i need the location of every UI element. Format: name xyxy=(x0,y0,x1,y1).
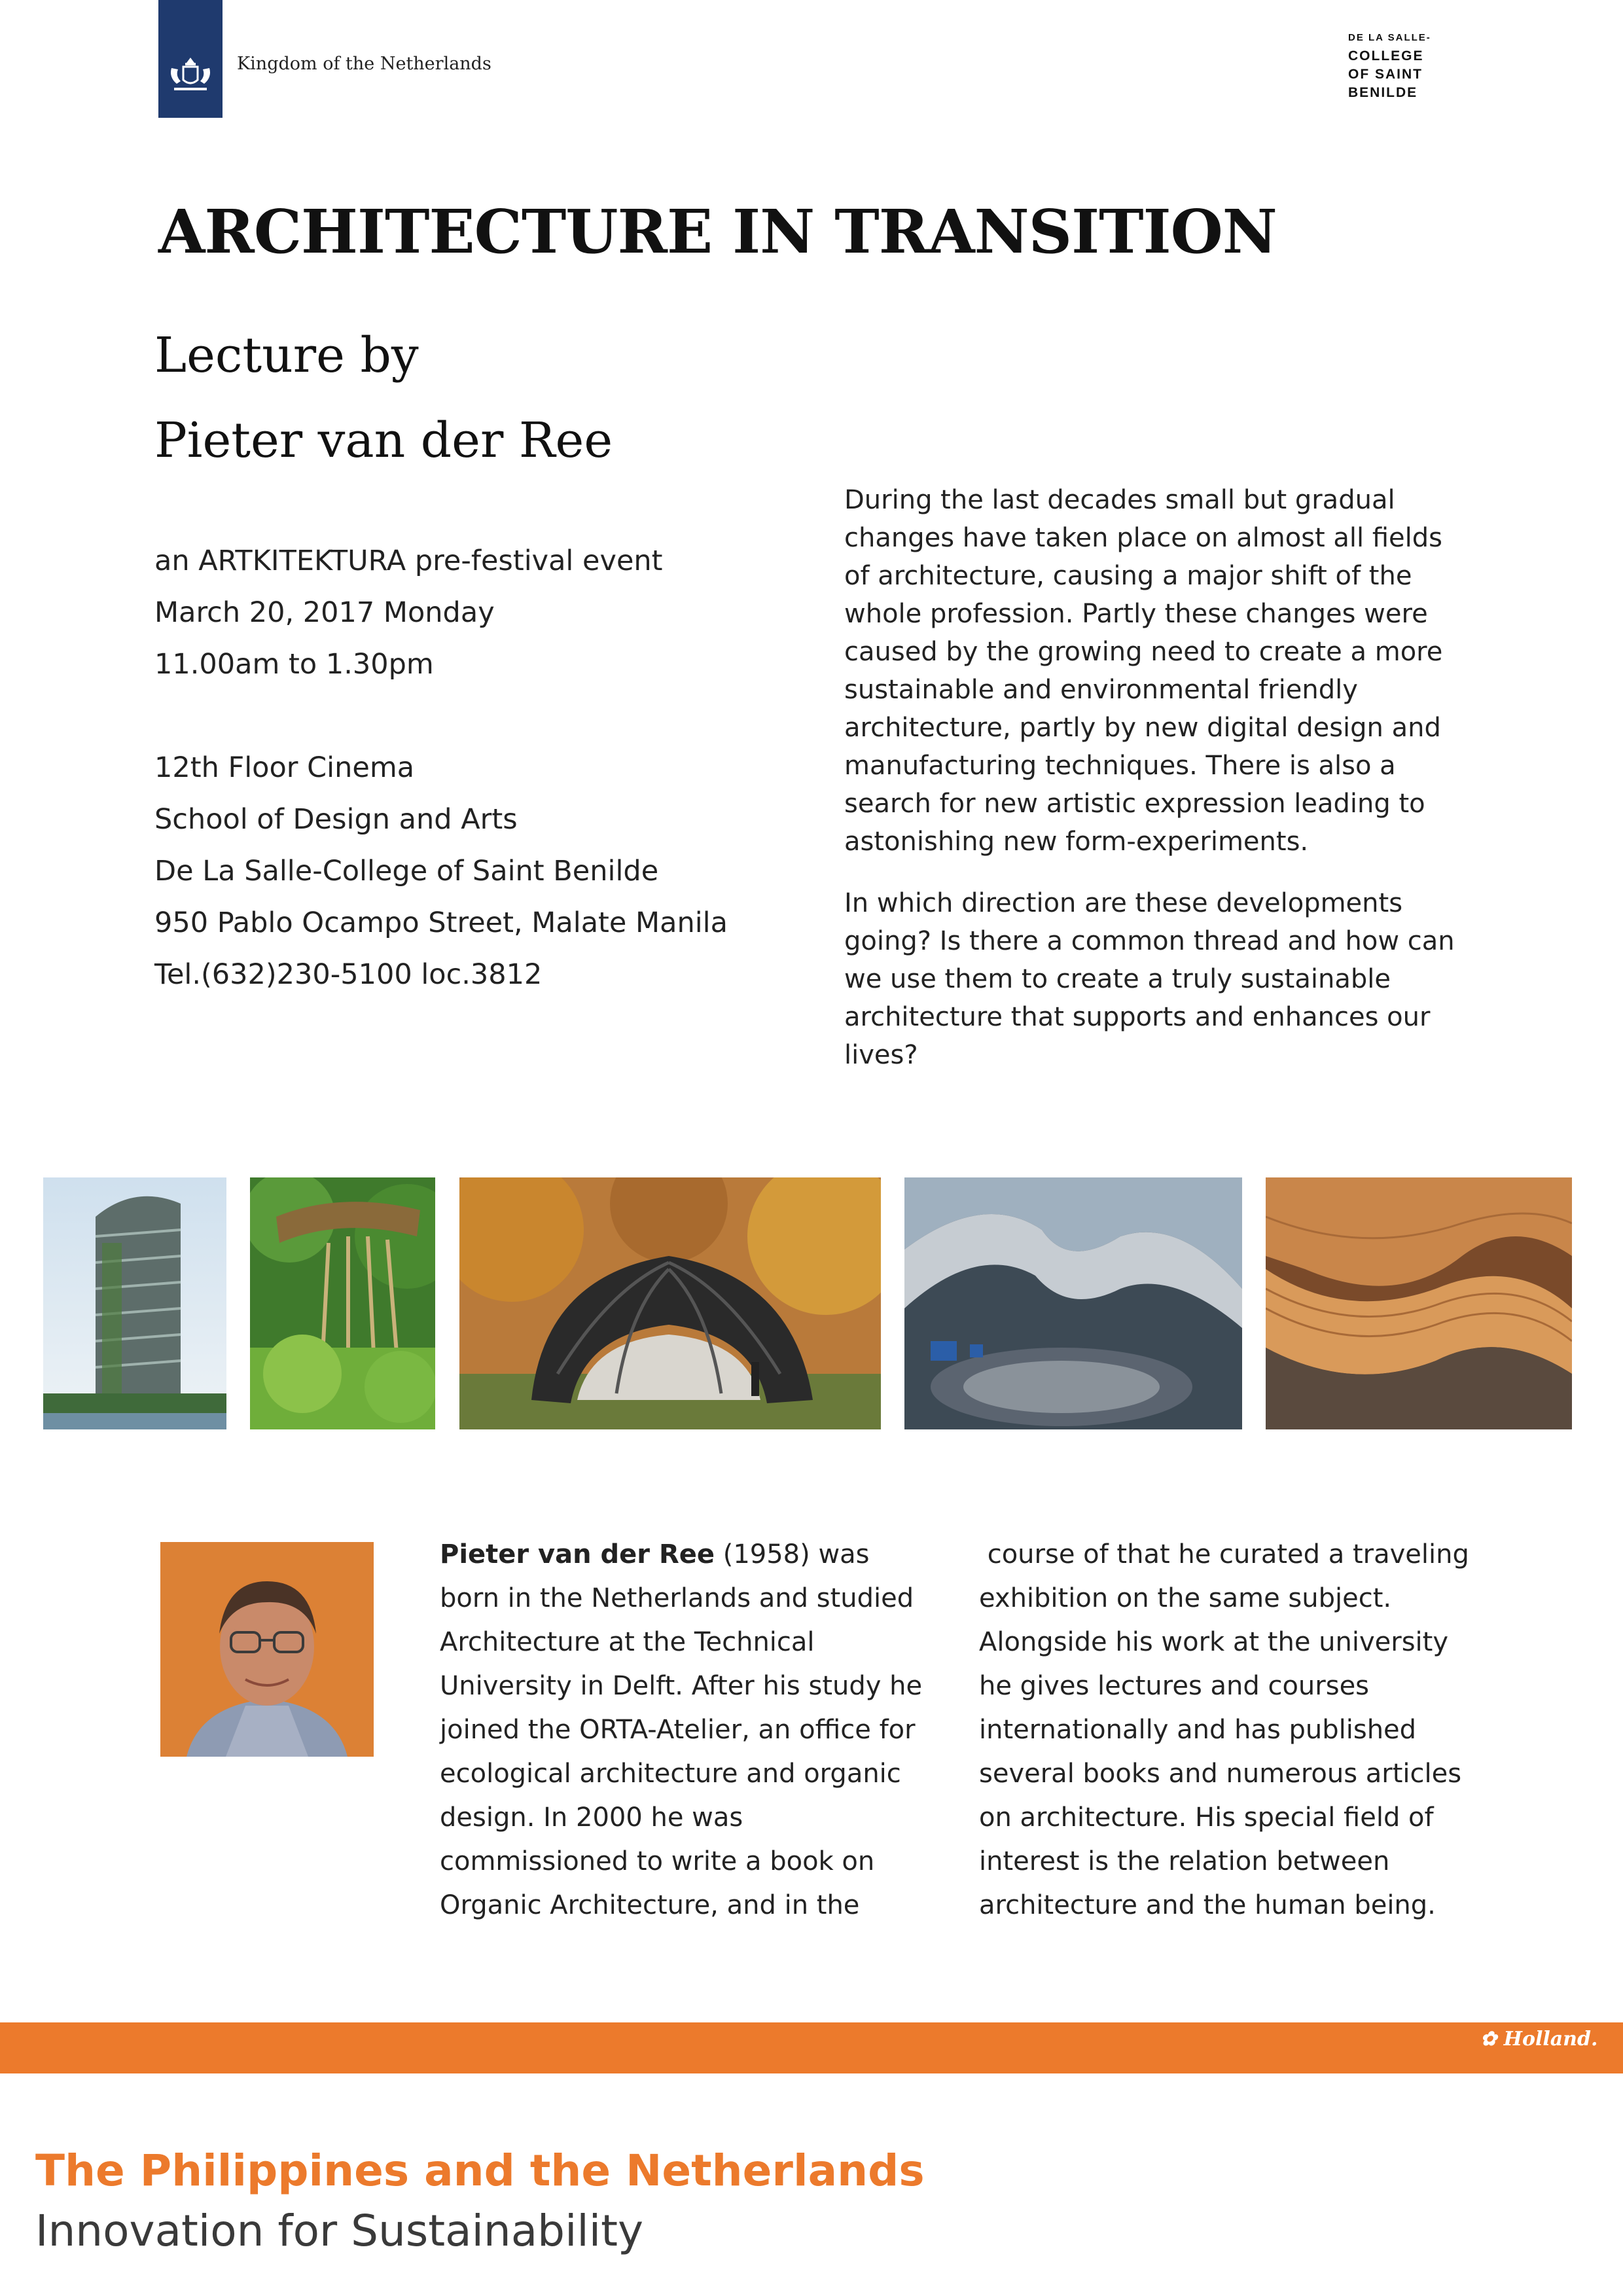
netherlands-logo-text: Kingdom of the Netherlands xyxy=(237,54,491,74)
event-school: School of Design and Arts xyxy=(154,803,518,836)
bio-right-column: course of that he curated a traveling exhibition on the same subject. Alongside his work at the university he gives lectures and courses internationally and has published several books and numerous articles on architecture. His special field of interest is the relation between architecture and the human being. xyxy=(979,1539,1478,1920)
photo-station-interior xyxy=(904,1177,1242,1429)
coat-of-arms-icon xyxy=(168,55,213,94)
event-label: an ARTKITEKTURA pre-festival event xyxy=(154,545,663,577)
intro-text xyxy=(844,481,1472,1098)
holland-logo-text: Holland. xyxy=(1503,2028,1598,2051)
holland-logo xyxy=(1480,2028,1597,2051)
event-college: De La Salle-College of Saint Benilde xyxy=(154,855,659,888)
bio-name: Pieter van der Ree xyxy=(440,1539,715,1570)
photo-bamboo-house xyxy=(250,1177,435,1429)
speaker-portrait xyxy=(160,1542,374,1757)
event-address: 950 Pablo Ocampo Street, Malate Manila xyxy=(154,906,728,939)
tulip-icon: ✿ xyxy=(1480,2028,1497,2051)
intro-paragraph-1: During the last decades small but gradual changes have taken place on almost all fields of architecture, causing a major shift of the whole profession. Partly these changes were caused by the growing need to create a more sustainable and environmental friendly architecture, partly by new digital design and manufacturing techniques. There is also a search for new artistic expression leading to astonishing new form-experiments. xyxy=(844,485,1443,857)
lecture-by-heading: Lecture by xyxy=(154,327,419,384)
orange-band xyxy=(0,2022,1623,2073)
event-venue: 12th Floor Cinema xyxy=(154,751,415,784)
logo-line-2: COLLEGE xyxy=(1348,48,1424,63)
page-title: ARCHITECTURE IN TRANSITION xyxy=(158,196,1277,267)
logo-line-3: OF SAINT xyxy=(1348,67,1423,82)
logo-line-1: DE LA SALLE- xyxy=(1348,32,1431,43)
footer-title: The Philippines and the Netherlands xyxy=(35,2145,925,2196)
logo-line-4: BENILDE xyxy=(1348,85,1418,100)
photo-wooden-interior xyxy=(1266,1177,1572,1429)
event-date: March 20, 2017 Monday xyxy=(154,596,495,629)
event-time: 11.00am to 1.30pm xyxy=(154,648,434,681)
event-details xyxy=(154,535,728,1001)
photo-green-tower xyxy=(43,1177,226,1429)
photo-pavilion xyxy=(459,1177,881,1429)
speaker-heading: Pieter van der Ree xyxy=(154,412,613,469)
bio-text-left: (1958) was born in the Netherlands and studied Architecture at the Technical University in Delft. After his study he joined the ORTA-Atelier, an office for ecological architecture and organic design. In 2000 he was commissioned to write a book on Organic Architecture, and in the xyxy=(440,1539,923,1920)
intro-paragraph-2: In which direction are these developments going? Is there a common thread and how can we use them to create a truly sustainable architecture that supports and enhances our lives? xyxy=(844,888,1455,1070)
bio-left-column xyxy=(440,1533,924,1928)
dlsu-csb-logo xyxy=(1348,29,1431,102)
netherlands-logo xyxy=(158,0,223,118)
event-telephone: Tel.(632)230-5100 loc.3812 xyxy=(154,958,543,991)
footer-subtitle: Innovation for Sustainability xyxy=(35,2206,644,2256)
